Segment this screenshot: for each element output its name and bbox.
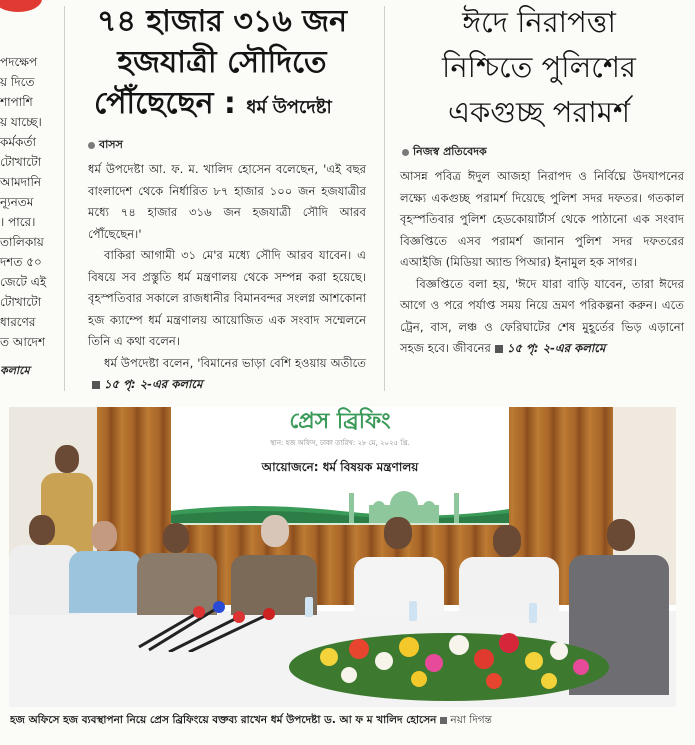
headline-line: হজযাত্রী সৌদিতে [117, 45, 327, 80]
article-body [394, 166, 684, 360]
paragraph-text: ধর্ম উপদেষ্টা বলেন, 'বিমানের ভাড়া বেশি হওয়ায় অতীতে [104, 355, 366, 370]
left-line: য় যাচ্ছে। [0, 115, 42, 129]
left-line: দশত ৫০ [0, 255, 42, 269]
headline-line: নিশ্চিতে পুলিশের [442, 50, 636, 84]
byline [72, 136, 372, 155]
flower-arrangement [289, 617, 609, 707]
paragraph [88, 353, 366, 396]
paragraph: ধর্ম উপদেষ্টা আ. ফ. ম. খালিদ হোসেন বলেছেন, 'এই বছর বাংলাদেশ থেকে নির্ধারিত ৮৭ হাজার ১০০ জন হজযাত্রীর মধ্যে ৭৪ হাজার ৩১৬ জন হজযাত্রী সৌদি আরব পৌঁছেছেন।' [88, 162, 366, 241]
square-icon [92, 381, 100, 389]
left-line: শাপাশি [0, 95, 33, 109]
seated-person [354, 517, 444, 617]
left-column-text [0, 52, 58, 352]
continuation-note [88, 377, 202, 391]
headline-line: ঈদে নিরাপত্তা [462, 5, 616, 39]
byline [394, 143, 684, 162]
left-line: য় দিতে [0, 75, 35, 89]
banner-title: প্রেস ব্রিফিং [289, 409, 391, 434]
left-line: তালিকায় [0, 235, 44, 249]
backdrop-banner [171, 407, 509, 525]
left-line: ধারণের [0, 315, 36, 329]
seated-person [459, 517, 559, 617]
photo-caption [10, 713, 685, 730]
left-line: আমদানি [0, 175, 42, 189]
left-line: টোখাটো [0, 155, 42, 169]
left-line: । পারে। [0, 215, 36, 229]
caption-text: হজ অফিসে হজ ব্যবস্থাপনা নিয়ে প্রেস ব্রিফিংয়ে বক্তব্য রাখেন ধর্ম উপদেষ্টা ড. আ ফ ম খালিদ হোসেন [10, 714, 437, 726]
column-divider [64, 6, 65, 391]
left-line: পদক্ষেপ [0, 55, 38, 69]
bullet-icon [402, 149, 409, 156]
banner-organizer: আয়োজনে: ধর্ম বিষয়ক মন্ত্রণালয় [261, 460, 419, 474]
bullet-icon [88, 142, 95, 149]
continuation-note [491, 341, 605, 355]
caption-source: নয়া দিগন্ত [450, 714, 492, 726]
press-briefing-photo [9, 407, 676, 707]
red-logo-fragment [0, 0, 40, 12]
microphones-icon [129, 592, 289, 652]
paragraph-text: বিজ্ঞপ্তিতে বলা হয়, 'ঈদে যারা বাড়ি যাবেন, তারা ঈদের আগে ও পরে পর্যাপ্ত সময় নিয়ে ভ্রমণ পরিকল্পনা করুন। এতে ট্রেন, বাস, লঞ্চ ও ফেরিঘাটের শেষ মুহূর্তের ভিড় এড়ানো সহজ হবে। জীবনের [400, 276, 684, 355]
paragraph: বাকিরা আগামী ৩১ মে'র মধ্যে সৌদি আরব যাবেন। এ বিষয়ে সব প্রস্তুতি ধর্ম মন্ত্রণালয় থেকে সম্পন্ন করা হয়েছে। বৃহস্পতিবার সকালে রাজধানীর বিমানবন্দর সংলগ্ন আশকোনা হজ ক্যাম্পে ধর্ম মন্ত্রণালয় আয়োজিত এক সংবাদ সম্মেলনে তিনি এ কথা বলেন। [88, 248, 366, 348]
byline-text: বাসস [99, 138, 123, 151]
square-icon [495, 345, 503, 353]
banner-venue: স্থান: হজ অফিস, ঢাকা তারিখ: ২৮ মে, ২০২৫ খ্রি. [270, 439, 410, 447]
square-icon [440, 717, 447, 724]
left-line: টোখাটো [0, 295, 42, 309]
column-divider [384, 6, 385, 391]
paragraph [400, 274, 684, 360]
left-line: জেটে এই [0, 275, 47, 289]
left-line: ত আদেশ [0, 335, 46, 349]
left-partial-column [0, 0, 58, 400]
headline-line [72, 84, 372, 128]
water-bottle [305, 597, 313, 617]
article-body [72, 159, 372, 396]
left-continuation: কলামে [0, 364, 30, 377]
headline-line: একগুচ্ছ পরামর্শ [447, 95, 631, 129]
continuation-text: ১৫ পৃ: ২-এর কলামে [104, 377, 203, 391]
hajj-article [72, 0, 372, 400]
continuation-text: ১৫ পৃ: ২-এর কলামে [506, 341, 606, 355]
paragraph: আসন্ন পবিত্র ঈদুল আজহা নিরাপদ ও নির্বিঘ্নে উদযাপনের লক্ষ্যে একগুচ্ছ পরামর্শ দিয়েছে পুলিশ সদর দফতর। গতকাল বৃহস্পতিবার পুলিশ হেডকোয়ার্টার্স থেকে পাঠানো এক সংবাদ বিজ্ঞপ্তিতে এসব পরামর্শ জানান পুলিশ সদর দফতরের এআইজি (মিডিয়া অ্যান্ড পিআর) ইনামুল হক সাগর। [400, 169, 684, 269]
headline-sub: ধর্ম উপদেষ্টা [246, 97, 332, 118]
left-line: ন্যূনতম [0, 195, 34, 209]
left-line: কর্মকর্তা [0, 135, 36, 149]
police-article [394, 0, 684, 400]
headline-main: পৌঁছেছেন : [94, 86, 236, 121]
headline-line: ৭৪ হাজার ৩১৬ জন [96, 4, 348, 39]
byline-text: নিজস্ব প্রতিবেদক [413, 145, 487, 158]
